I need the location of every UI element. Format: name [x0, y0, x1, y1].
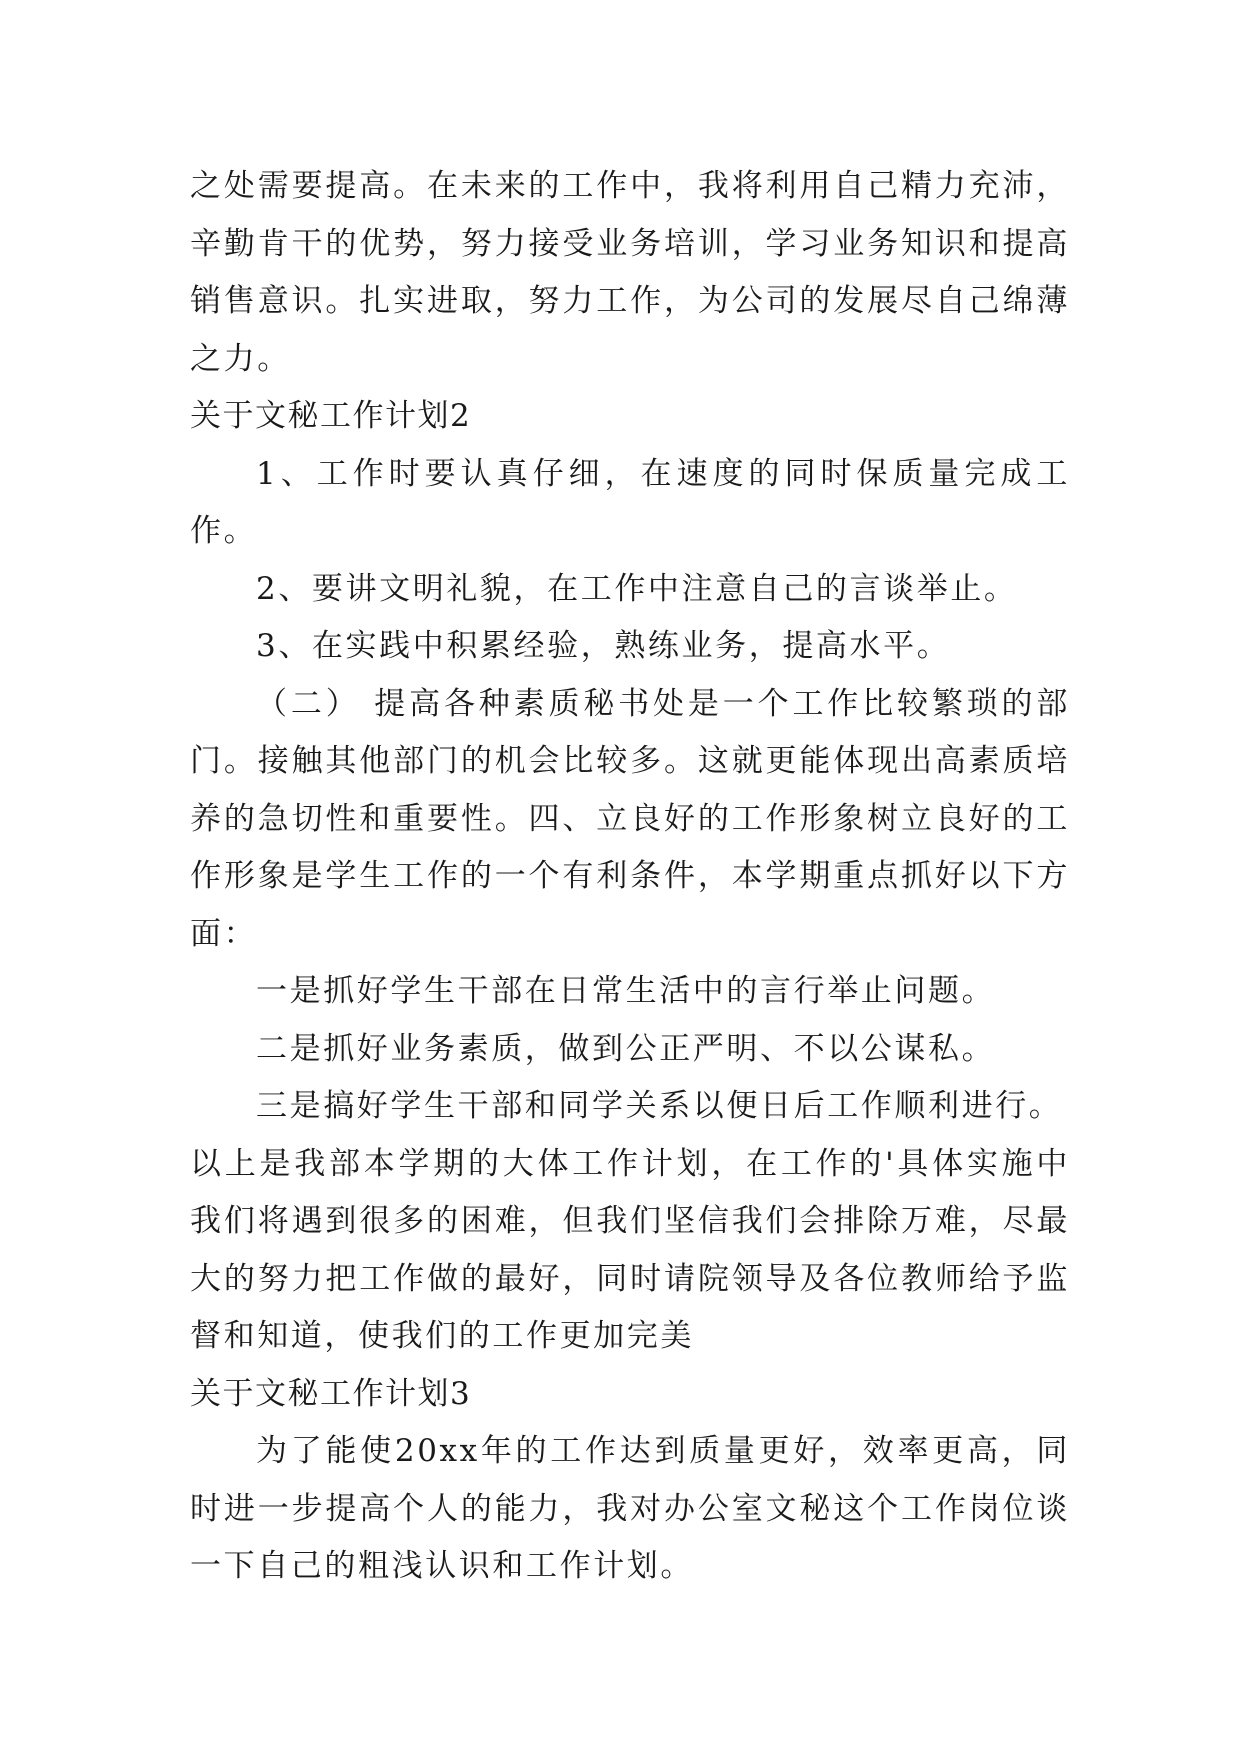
list-item-third: 三是搞好学生干部和同学关系以便日后工作顺利进行。 — [256, 1088, 1063, 1124]
section-heading-plan-2: 关于文秘工作计划2 — [190, 398, 472, 434]
list-item-3: 3、在实践中积累经验，熟练业务，提高水平。 — [256, 628, 951, 664]
list-item-first: 一是抓好学生干部在日常生活中的言行举止问题。 — [256, 973, 996, 1009]
document-page — [190, 158, 1070, 1596]
paragraph-conclusion: 之处需要提高。在未来的工作中，我将利用自己精力充沛，辛勤肯干的优势，努力接受业务培训，学习业务知识和提高销售意识。扎实进取，努力工作，为公司的发展尽自己绵薄之力。 — [190, 168, 1070, 377]
paragraph-summary: 以上是我部本学期的大体工作计划，在工作的'具体实施中我们将遇到很多的困难，但我们坚信我们会排除万难，尽最大的努力把工作做的最好，同时请院领导及各位教师给予监督和知道，使我们的工作更加完美 — [190, 1145, 1070, 1354]
paragraph-quality: （二） 提高各种素质秘书处是一个工作比较繁琐的部门。接触其他部门的机会比较多。这就更能体现出高素质培养的急切性和重要性。四、立良好的工作形象树立良好的工作形象是学生工作的一个有利条件，本学期重点抓好以下方面： — [190, 685, 1070, 952]
list-item-1: 1、工作时要认真仔细，在速度的同时保质量完成工作。 — [190, 455, 1070, 549]
section-heading-plan-3: 关于文秘工作计划3 — [190, 1375, 472, 1412]
paragraph-intro-plan-3: 为了能使20xx年的工作达到质量更好，效率更高，同时进一步提高个人的能力，我对办公室文秘这个工作岗位谈一下自己的粗浅认识和工作计划。 — [190, 1433, 1070, 1584]
list-item-second: 二是抓好业务素质，做到公正严明、不以公谋私。 — [256, 1030, 996, 1067]
list-item-2: 2、要讲文明礼貌，在工作中注意自己的言谈举止。 — [256, 570, 1018, 607]
